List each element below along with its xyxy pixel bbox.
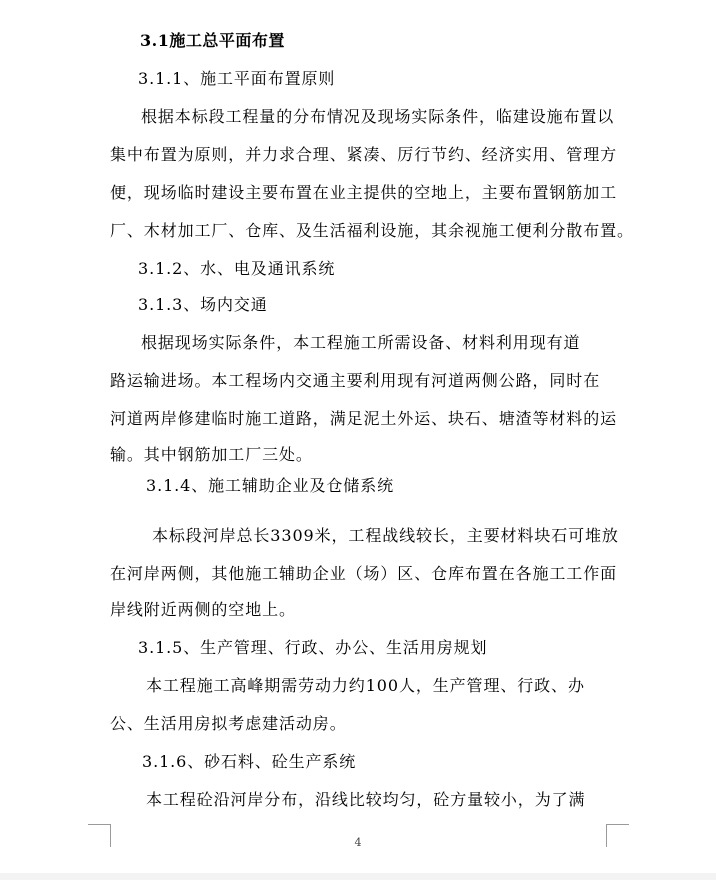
paragraph-line: 公、生活用房拟考虑建活动房。 xyxy=(110,714,347,733)
subsection-heading-3-1-4: 3.1.4、施工辅助企业及仓储系统 xyxy=(146,476,395,495)
paragraph-line: 本工程施工高峰期需劳动力约100人，生产管理、行政、办 xyxy=(146,676,585,695)
subsection-heading-3-1-6: 3.1.6、砂石料、砼生产系统 xyxy=(142,752,357,771)
page-bottom-edge xyxy=(0,873,716,880)
page-number: 4 xyxy=(354,836,362,849)
paragraph-line: 在河岸两侧，其他施工辅助企业（场）区、仓库布置在各施工工作面 xyxy=(110,564,618,583)
subsection-heading-3-1-3: 3.1.3、场内交通 xyxy=(138,295,268,314)
paragraph-line: 路运输进场。本工程场内交通主要利用现有河道两侧公路，同时在 xyxy=(110,371,601,390)
paragraph-line: 厂、木材加工厂、仓库、及生活福利设施，其余视施工便利分散布置。 xyxy=(110,221,634,240)
paragraph-line: 输。其中钢筋加工厂三处。 xyxy=(110,445,313,464)
subsection-heading-3-1-1: 3.1.1、施工平面布置原则 xyxy=(138,69,336,88)
section-title: 3.1施工总平面布置 xyxy=(140,31,285,50)
paragraph-line: 集中布置为原则，并力求合理、紧凑、厉行节约、经济实用、管理方 xyxy=(110,145,618,164)
paragraph-line: 便，现场临时建设主要布置在业主提供的空地上，主要布置钢筋加工 xyxy=(110,183,618,202)
paragraph-line: 本标段河岸总长3309米，工程战线较长，主要材料块石可堆放 xyxy=(152,526,619,545)
paragraph-line: 河道两岸修建临时施工道路，满足泥土外运、块石、塘渣等材料的运 xyxy=(110,409,618,428)
paragraph-line: 根据现场实际条件，本工程施工所需设备、材料利用现有道 xyxy=(141,333,581,352)
subsection-heading-3-1-5: 3.1.5、生产管理、行政、办公、生活用房规划 xyxy=(138,638,488,657)
paragraph-line: 根据本标段工程量的分布情况及现场实际条件，临建设施布置以 xyxy=(141,107,615,126)
paragraph-line: 本工程砼沿河岸分布，沿线比较均匀，砼方量较小，为了满 xyxy=(146,790,586,809)
subsection-heading-3-1-2: 3.1.2、水、电及通讯系统 xyxy=(138,259,336,278)
paragraph-line: 岸线附近两侧的空地上。 xyxy=(110,600,296,619)
